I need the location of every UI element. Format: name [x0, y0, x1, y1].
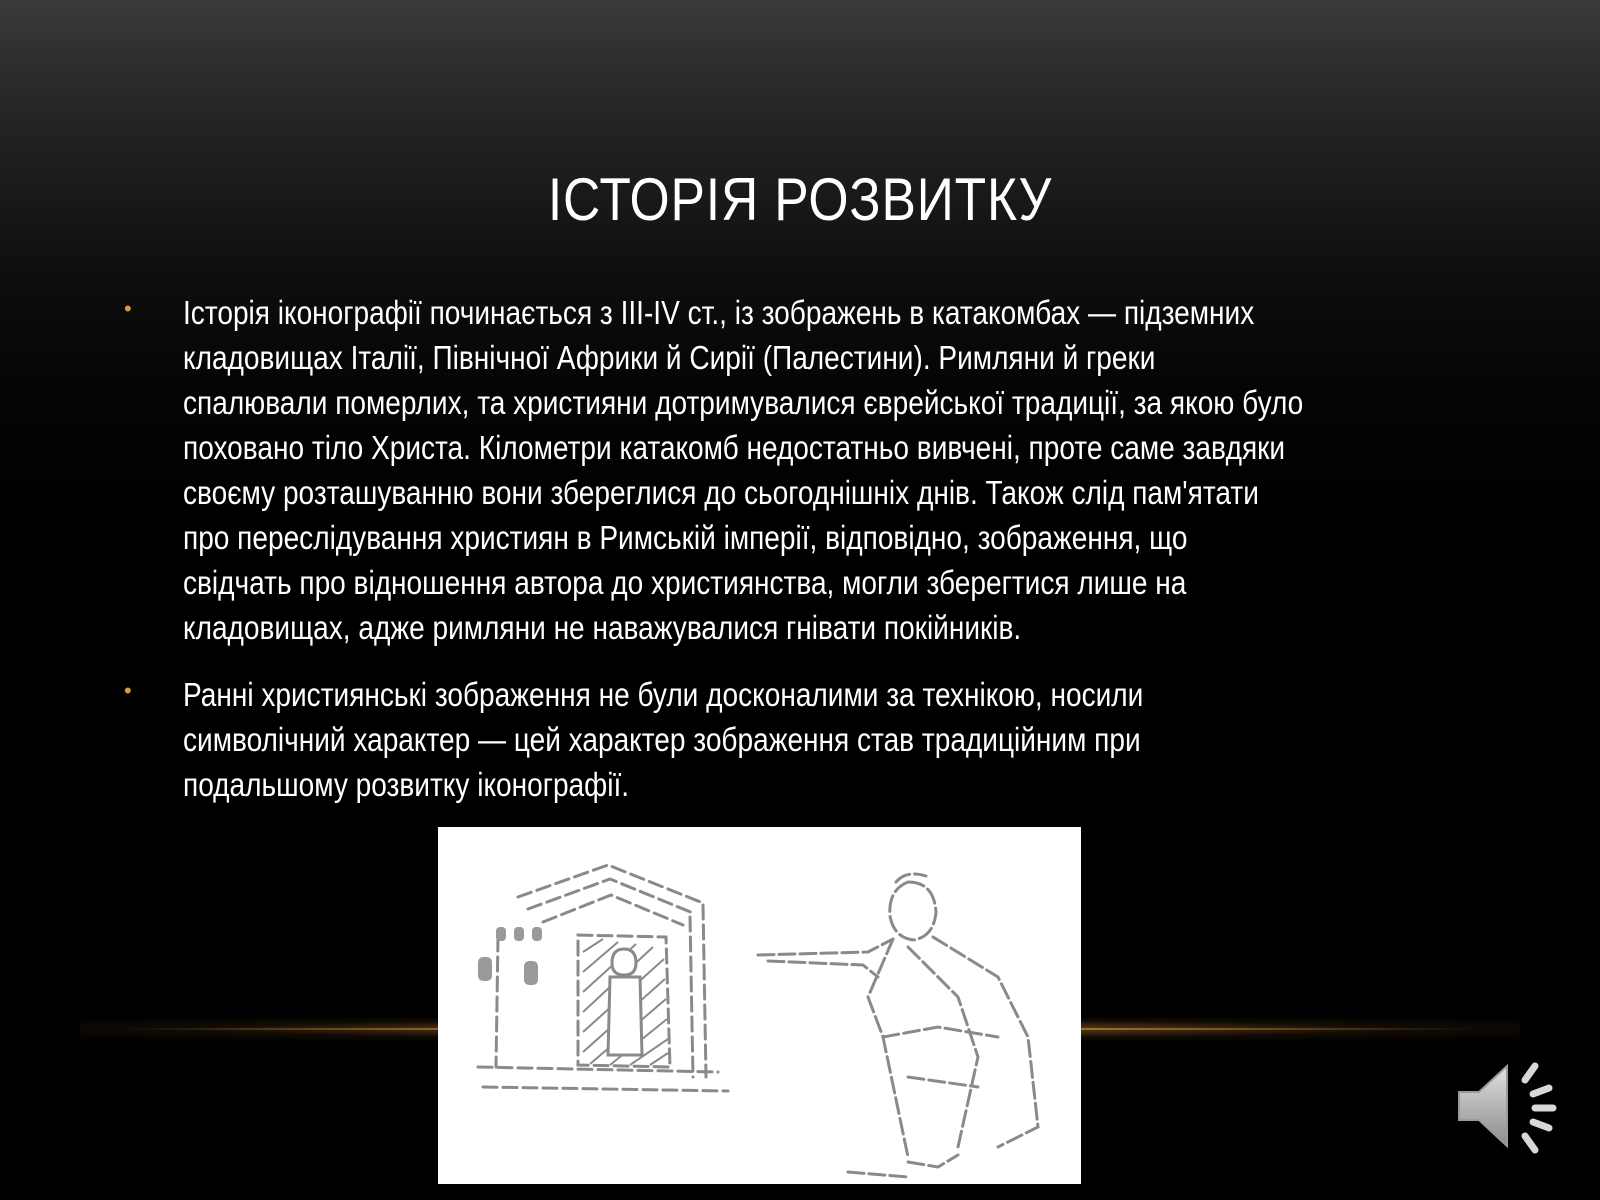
text-line: Історія іконографії починається з III-IV ст., із зображень в катакомбах — підземних [183, 294, 1255, 331]
text-line: своєму розташуванню вони збереглися до сьогоднішніх днів. Також слід пам'ятати [183, 474, 1259, 511]
bullet-text [183, 672, 1552, 807]
bullet-item-2 [120, 672, 1550, 807]
text-line: подальшому розвитку іконографії. [183, 766, 630, 803]
text-line: кладовищах, адже римляни не наважувалися гнівати покійників. [183, 609, 1022, 646]
slide-title: ІСТОРІЯ РОЗВИТКУ [547, 166, 1053, 233]
text-line: Ранні християнські зображення не були досконалими за технікою, носили [183, 676, 1144, 713]
text-line: кладовищах Італії, Північної Африки й Сирії (Палестини). Римляни й греки [183, 339, 1156, 376]
bullet-marker: • [124, 678, 132, 703]
text-line: свідчать про відношення автора до християнства, могли зберегтися лише на [183, 564, 1187, 601]
catacomb-drawing-illustration [438, 827, 1081, 1184]
text-line: символічний характер — цей характер зображення став традиційним при [183, 721, 1141, 758]
bullet-item-1 [120, 290, 1550, 650]
speaker-icon[interactable] [1455, 1058, 1559, 1154]
text-line: поховано тіло Христа. Кілометри катакомб недостатньо вивчені, проте саме завдяки [183, 429, 1286, 466]
text-line: про переслідування християн в Римській імперії, відповідно, зображення, що [183, 519, 1188, 556]
bullet-text [183, 290, 1552, 650]
text-line: спалювали померлих, та християни дотримувалися єврейської традиції, за якою було [183, 384, 1304, 421]
slide-content [120, 290, 1550, 829]
catacomb-drawing-image [438, 827, 1081, 1184]
bullet-marker: • [124, 296, 132, 321]
speaker-icon-graphic [1455, 1058, 1559, 1154]
